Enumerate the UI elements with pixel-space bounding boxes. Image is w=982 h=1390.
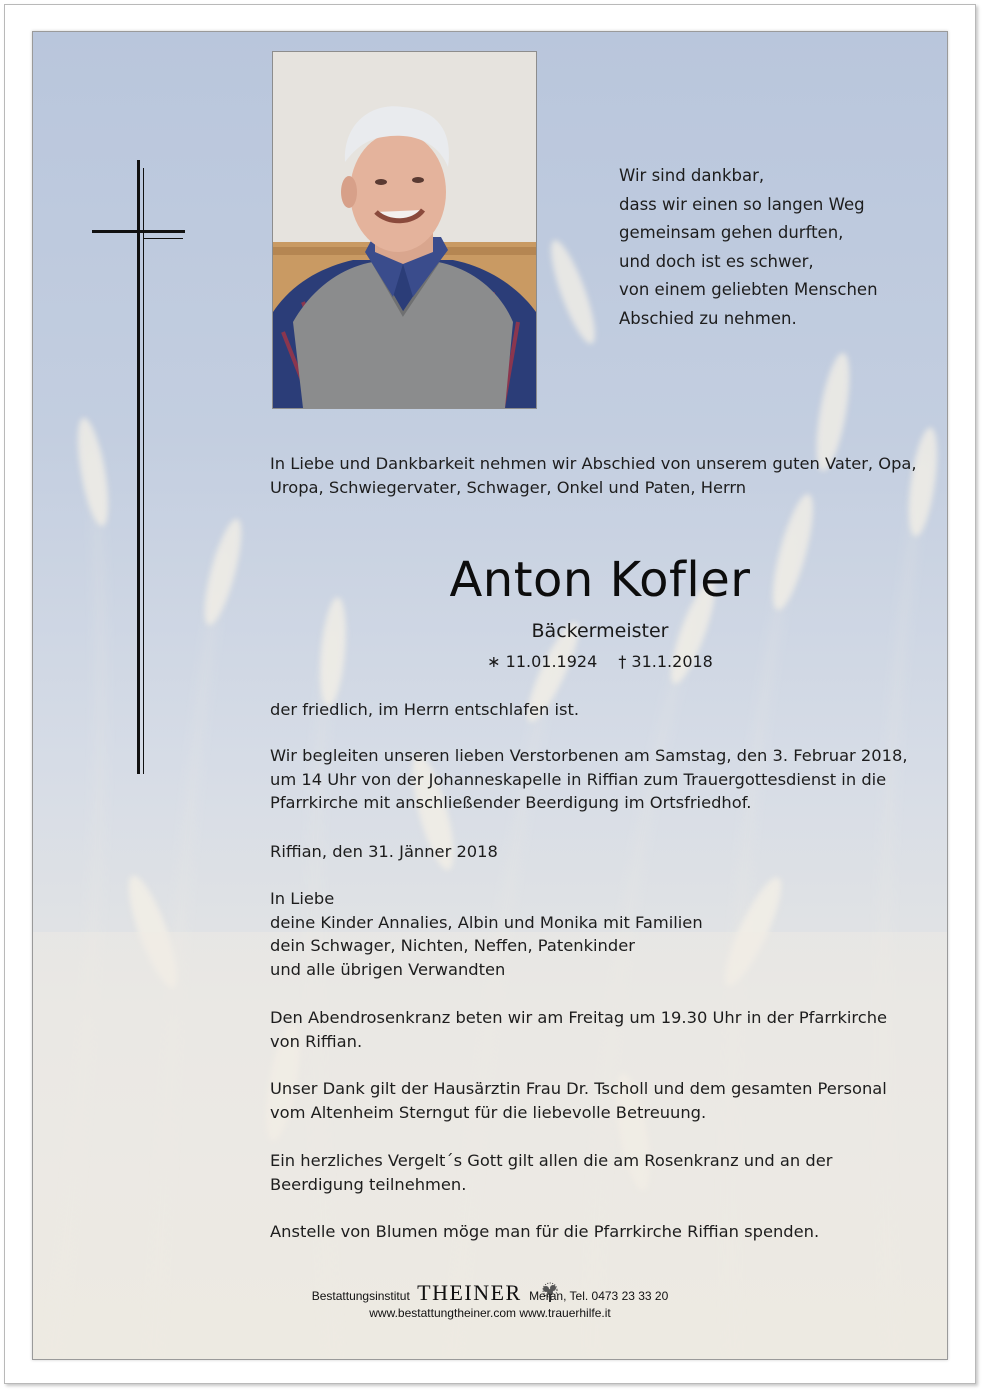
poem-line: Wir sind dankbar, (619, 166, 765, 185)
footer-contact: Meran, Tel. 0473 23 33 20 (529, 1289, 669, 1303)
rosary-line: von Riffian. (270, 1031, 363, 1051)
peaceful-line: der friedlich, im Herrn entschlafen ist. (270, 700, 580, 719)
death-date: † 31.1.2018 (618, 652, 713, 671)
thanks-line: vom Altenheim Sterngut für die liebevolle Betreuung. (270, 1102, 707, 1122)
poem-line: Abschied zu nehmen. (619, 308, 797, 328)
footer-brand: THEINER (417, 1280, 522, 1305)
funeral-line: Pfarrkirche mit anschließender Beerdigung im Ortsfriedhof. (270, 793, 752, 813)
obituary-card (33, 32, 947, 1359)
poem-quote (619, 162, 939, 334)
poem-line: und doch ist es schwer, (619, 251, 814, 271)
poem-line: von einem geliebten Menschen (619, 280, 878, 300)
funeral-home-footer (33, 1280, 947, 1320)
intro-line: Uropa, Schwiegervater, Schwager, Onkel und Paten, Herrn (270, 477, 747, 497)
birth-date: ∗ 11.01.1924 (487, 652, 598, 671)
footer-prefix: Bestattungsinstitut (311, 1289, 410, 1303)
family-line: In Liebe (270, 889, 335, 908)
thanks-paragraph (270, 1077, 940, 1124)
family-line: deine Kinder Annalies, Albin und Monika mit Familien (270, 912, 703, 932)
rosary-paragraph (270, 1006, 940, 1053)
footer-websites: www.bestattungtheiner.com www.trauerhilfe.it (369, 1306, 611, 1320)
rosary-line: Den Abendrosenkranz beten wir am Freitag um 19.30 Uhr in der Pfarrkirche (270, 1008, 888, 1027)
deceased-name: Anton Kofler (449, 552, 751, 608)
life-dates (270, 652, 930, 671)
portrait-photo (273, 52, 536, 408)
family-line: und alle übrigen Verwandten (270, 959, 506, 979)
thanks-line: Unser Dank gilt der Hausärztin Frau Dr. Tscholl und dem gesamten Personal (270, 1079, 887, 1098)
deceased-profession: Bäckermeister (531, 620, 669, 642)
place-date: Riffian, den 31. Jänner 2018 (270, 842, 498, 861)
family-line: dein Schwager, Nichten, Neffen, Patenkinder (270, 936, 635, 956)
funeral-line: Wir begleiten unseren lieben Verstorbenen am Samstag, den 3. Februar 2018, (270, 746, 908, 765)
flowers-line: Anstelle von Blumen möge man für die Pfarrkirche Riffian spenden. (270, 1222, 820, 1241)
gratitude-paragraph (270, 1149, 940, 1196)
intro-paragraph (270, 452, 940, 499)
funeral-line: um 14 Uhr von der Johanneskapelle in Riffian zum Trauergottesdienst in die (270, 769, 887, 789)
family-paragraph (270, 887, 940, 981)
gratitude-line: Beerdigung teilnehmen. (270, 1174, 467, 1194)
funeral-paragraph (270, 744, 940, 815)
poem-line: gemeinsam gehen durften, (619, 223, 844, 243)
poem-line: dass wir einen so langen Weg (619, 194, 865, 214)
intro-line: In Liebe und Dankbarkeit nehmen wir Abschied von unserem guten Vater, Opa, (270, 454, 917, 473)
gratitude-line: Ein herzliches Vergelt´s Gott gilt allen die am Rosenkranz und an der (270, 1151, 833, 1170)
